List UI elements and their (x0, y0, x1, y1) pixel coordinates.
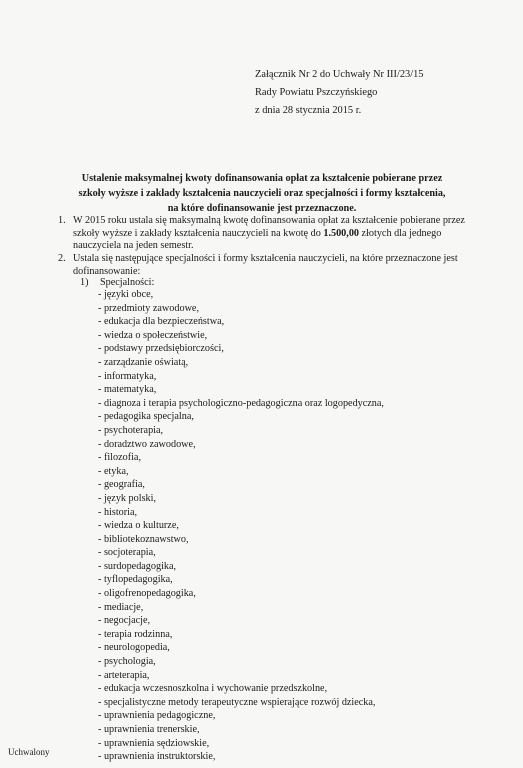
list-item: - wiedza o kulturze, (98, 520, 179, 532)
title-line-2: szkoły wyższe i zakłady kształcenia nauczycieli oraz specjalności i formy kształcenia, (78, 188, 446, 199)
list-item: - tyflopedagogika, (98, 574, 173, 586)
list-item: - język polski, (98, 492, 157, 504)
list-item: - geografia, (98, 479, 145, 491)
attachment-header (255, 66, 424, 120)
list-item: - psychoterapia, (98, 424, 164, 436)
point-1-text (73, 215, 473, 253)
list-item: - uprawnienia sędziowskie, (98, 737, 210, 749)
list-item: - psychologia, (98, 656, 156, 668)
title-line-1: Ustalenie maksymalnej kwoty dofinansowania opłat za kształcenie pobierane przez (81, 173, 443, 184)
list-item: - arteterapia, (98, 669, 150, 681)
subsection-label: Specjalności: (100, 277, 155, 288)
point-1-number: 1. (58, 215, 66, 226)
list-item: - historia, (98, 506, 138, 518)
specialties-list (98, 288, 384, 764)
list-item: - diagnoza i terapia psychologiczno-pedagogiczna oraz logopedyczna, (98, 397, 384, 409)
point-2-number: 2. (58, 253, 66, 264)
list-item: - podstawy przedsiębiorczości, (98, 343, 224, 355)
list-item: - edukacja wczesnoszkolna i wychowanie przedszkolne, (98, 683, 328, 695)
document-title (62, 171, 462, 216)
point-1-text-before: W 2015 roku ustala się maksymalną kwotę dofinansowania opłat za kształcenie pobierane przez szkoły wyższe i zakłady kształcenia nauczycieli na kwotę do (73, 215, 465, 239)
header-line-2: Rady Powiatu Pszczyńskiego (255, 87, 378, 98)
list-item: - etyka, (98, 465, 129, 477)
list-item: - oligofrenopedagogika, (98, 588, 196, 600)
list-item: - wiedza o społeczeństwie, (98, 329, 208, 341)
point-2-text: Ustala się następujące specjalności i formy kształcenia nauczycieli, na które przeznaczone jest dofinansowanie: (73, 253, 458, 277)
list-item: - pedagogika specjalna, (98, 411, 194, 423)
title-line-3: na które dofinansowanie jest przeznaczone. (167, 203, 357, 214)
footer-label: Uchwalony (8, 747, 50, 757)
list-item: - mediacje, (98, 601, 144, 613)
subsection-number: 1) (80, 277, 89, 288)
list-item: - uprawnienia instruktorskie, (98, 751, 216, 763)
point-1-text-after: złotych dla jednego nauczyciela na jeden semestr. (73, 227, 442, 251)
list-item: - informatyka, (98, 370, 157, 382)
list-item: - surdopedagogika, (98, 560, 177, 572)
list-item: - zarządzanie oświatą, (98, 356, 189, 368)
list-item: - neurologopedia, (98, 642, 170, 654)
list-item: - matematyka, (98, 384, 157, 396)
list-item: - przedmioty zawodowe, (98, 302, 199, 314)
list-item: - negocjacje, (98, 615, 151, 627)
list-item: - specjalistyczne metody terapeutyczne wspierające rozwój dziecka, (98, 696, 376, 708)
point-1-amount: 1.500,00 (323, 227, 359, 239)
list-item: - socjoterapia, (98, 547, 156, 559)
list-item: - uprawnienia pedagogiczne, (98, 710, 216, 722)
list-item: - bibliotekoznawstwo, (98, 533, 189, 545)
list-item: - filozofia, (98, 452, 141, 464)
list-item: - doradztwo zawodowe, (98, 438, 196, 450)
list-item: - uprawnienia trenerskie, (98, 724, 200, 735)
list-item: - terapia rodzinna, (98, 628, 173, 640)
list-item: - języki obce, (98, 289, 154, 300)
header-line-3: z dnia 28 stycznia 2015 r. (255, 105, 362, 116)
list-item: - edukacja dla bezpieczeństwa, (98, 316, 225, 328)
header-line-1: Załącznik Nr 2 do Uchwały Nr III/23/15 (255, 69, 424, 80)
